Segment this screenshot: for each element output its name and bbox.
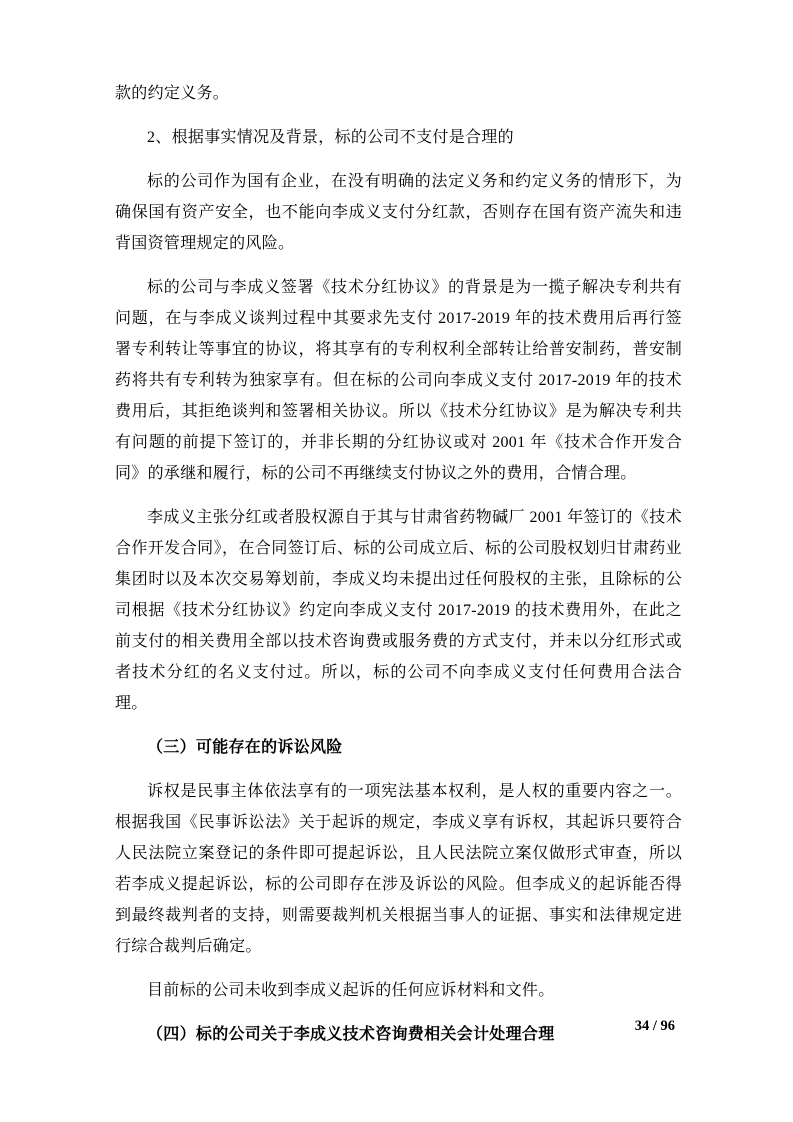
numbered-subheading-2: 2、根据事实情况及背景，标的公司不支付是合理的 [147, 129, 514, 146]
body-paragraph-4: 诉权是民事主体依法享有的一项宪法基本权利，是人权的重要内容之一。根据我国《民事诉讼法》关于起诉的规定，李成义享有诉权，其起诉只要符合人民法院立案登记的条件即可提起诉讼，且人民法院立案仅做形式审查，所以若李成义提起诉讼，标的公司即存在涉及诉讼的风险。但李成义的起诉能否得到最终裁判者的支持，则需要裁判机关根据当事人的证据、事实和法律规定进行综合裁判后确定。 [115, 783, 682, 955]
section-heading-3: （三）可能存在的诉讼风险 [147, 739, 343, 756]
body-paragraph-5: 目前标的公司未收到李成义起诉的任何应诉材料和文件。 [147, 982, 555, 999]
body-paragraph-2: 标的公司与李成义签署《技术分红协议》的背景是为一揽子解决专利共有问题，在与李成义谈判过程中其要求先支付 2017-2019 年的技术费用后再行签署专利转让等事宜的协议，将其享有的专利权利全部转让给普安制药，普安制药将共有专利转为独家享有。但在标的公司向李成义支付 2017-2019 年的技术费用后，其拒绝谈判和签署相关协议。所以《技术分红协议》是为解决专利共有问题的前提下签订的，并非长期的分红协议或对 2001 年《技术合作开发合同》的承继和履行，标的公司不再继续支付协议之外的费用，合情合理。 [115, 279, 682, 482]
body-paragraph-1: 标的公司作为国有企业，在没有明确的法定义务和约定义务的情形下，为确保国有资产安全，也不能向李成义支付分红款，否则存在国有资产流失和违背国资管理规定的风险。 [115, 173, 682, 252]
document-body [115, 78, 682, 1050]
continuation-paragraph: 款的约定义务。 [115, 85, 230, 102]
page-number: 34 / 96 [634, 1018, 675, 1034]
section-heading-4: （四）标的公司关于李成义技术咨询费相关会计处理合理 [147, 1026, 555, 1043]
body-paragraph-3: 李成义主张分红或者股权源自于其与甘肃省药物碱厂 2001 年签订的《技术合作开发合同》，在合同签订后、标的公司成立后、标的公司股权划归甘肃药业集团时以及本次交易筹划前，李成义均未提出过任何股权的主张，且除标的公司根据《技术分红协议》约定向李成义支付 2017-2019 的技术费用外，在此之前支付的相关费用全部以技术咨询费或服务费的方式支付，并未以分红形式或者技术分红的名义支付过。所以，标的公司不向李成义支付任何费用合法合理。 [115, 509, 682, 712]
